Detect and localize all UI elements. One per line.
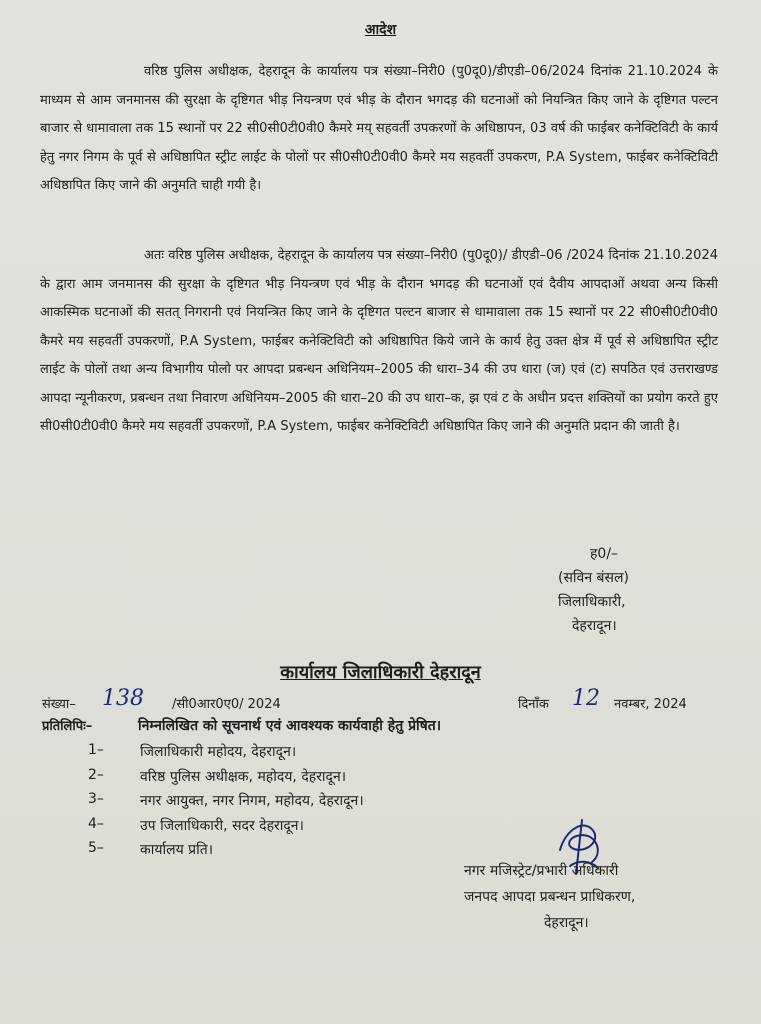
date-month-year: नवम्बर, 2024 — [614, 697, 687, 712]
office-title — [0, 660, 761, 684]
list-item-number: 1– — [88, 742, 104, 758]
list-item-number: 4– — [88, 815, 104, 832]
copy-text: निम्नलिखित को सूचनार्थ एवं आवश्यक कार्यवाही हेतु प्रेषित। — [138, 718, 442, 734]
signed-mark: ह0/– — [590, 546, 619, 562]
signatory-place: देहरादून। — [572, 618, 617, 634]
signatory-designation: जिलाधिकारी, — [558, 594, 626, 610]
list-item-number: 3– — [88, 791, 104, 807]
issuing-officer-line-1: नगर मजिस्ट्रेट/प्रभारी अधिकारी — [464, 863, 619, 879]
list-item-text: जिलाधिकारी महोदय, देहरादून। — [140, 744, 297, 760]
date-label: दिनाँक — [518, 697, 549, 712]
list-item-text: उप जिलाधिकारी, सदर देहरादून। — [140, 817, 304, 834]
signatory-name: (सविन बंसल) — [558, 570, 629, 586]
copy-label: प्रतिलिपिः– — [42, 719, 93, 734]
signature-block — [558, 542, 678, 638]
handwritten-number: 138 — [102, 686, 144, 711]
issuing-officer-line-2: जनपद आपदा प्रबन्धन प्राधिकरण, — [464, 889, 636, 905]
list-item-number: 2– — [88, 766, 104, 783]
reference-row — [42, 688, 722, 718]
list-item-text: नगर आयुक्त, नगर निगम, महोदय, देहरादून। — [140, 793, 364, 809]
issuing-officer-block — [464, 858, 724, 936]
order-heading — [0, 20, 761, 39]
order-heading-text: आदेश — [364, 22, 397, 38]
issuing-officer-line-3: देहरादून। — [544, 915, 589, 931]
list-item-number: 5– — [88, 840, 104, 856]
number-label: संख्या– — [42, 697, 76, 712]
list-item-text: कार्यालय प्रति। — [140, 842, 214, 858]
handwritten-date: 12 — [572, 686, 600, 711]
order-paragraph-1: वरिष्ठ पुलिस अधीक्षक, देहरादून के कार्यालय पत्र संख्या–निरी0 (पु0दू0)/डीएडी–06/2024 दिनांक 21.10.2024 के माध्यम से आम जनमानस की सुरक्षा के दृष्टिगत भीड़ नियन्त्रण एवं भीड़ के दौरान भगदड़ की घटनाओं को नियन्त्रित किए जाने के दृष्टिगत पल्टन बाजार से धामावाला तक 15 स्थानों पर 22 सी0सी0टी0वी0 कैमरे मय् सहवर्ती उपकरणों के अधिष्ठापन, 03 वर्ष की फाईबर कनेक्टिविटी के कार्य हेतु नगर निगम के पूर्व से अधिष्ठापित स्ट्रीट लाईट के पोलों पर सी0सी0टी0वी0 कैमरे मय सहवर्ती उपकरण, P.A System, फाईबर कनेक्टिविटी अधिष्ठापित किए जाने की अनुमति चाही गयी है। — [40, 64, 718, 193]
list-item-text: वरिष्ठ पुलिस अधीक्षक, महोदय, देहरादून। — [140, 768, 347, 785]
office-title-text: कार्यालय जिलाधिकारी देहरादून — [280, 662, 481, 683]
reference-number: /सी0आर0ए0/ 2024 — [172, 697, 281, 712]
order-paragraph-2: अतः वरिष्ठ पुलिस अधीक्षक, देहरादून के कार्यालय पत्र संख्या–निरी0 (पु0दू0)/ डीएडी–06 /2024 दिनांक 21.10.2024 के द्वारा आम जनमानस की सुरक्षा के दृष्टिगत भीड़ नियन्त्रण एवं भीड़ के दौरान भगदड़ की घटनाओं एवं दैवीय आपदाओं अथवा अन्य किसी आकस्मिक घटनाओं की सतत् निगरानी एवं नियन्त्रित किए जाने के दृष्टिगत पल्टन बाजार से धामावाला तक 15 स्थानों पर 22 सी0सी0टी0वी0 कैमरे मय सहवर्ती उपकरणों, P.A System, फाईबर कनेक्टिविटी को अधिष्ठापित किये जाने के कार्य हेतु उक्त क्षेत्र में पूर्व से अधिष्ठापित स्ट्रीट लाईट के पोलों तथा अन्य विभागीय पोलो पर आपदा प्रबन्धन अधिनियम–2005 की धारा–34 की उप धारा (ज) एवं (ट) सपठित एवं उत्तराखण्ड आपदा न्यूनीकरण, प्रबन्धन तथा निवारण अधिनियम–2005 की धारा–20 की उप धारा–क, झ एवं ट के अधीन प्रदत्त शक्तियों का प्रयोग करते हुए सी0सी0टी0वी0 कैमरे मय सहवर्ती उपकरणों, P.A System, फाईबर कनेक्टिविटी अधिष्ठापित किए जाने की अनुमति प्रदान की जाती है। — [40, 248, 718, 434]
